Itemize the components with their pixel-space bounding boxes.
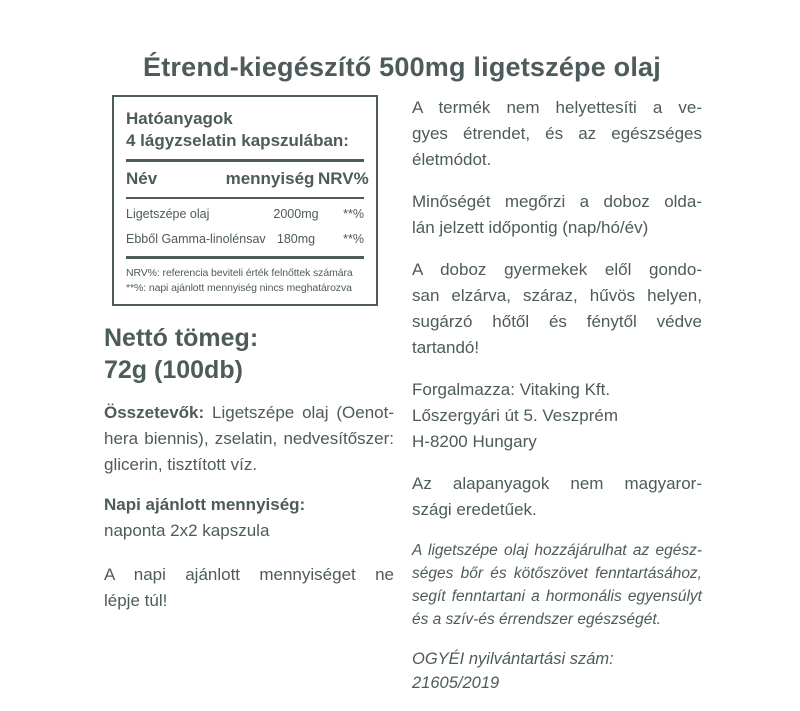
distributor-address-block	[412, 377, 702, 455]
text-line: és a szív-és érrendszer egészségét.	[412, 611, 661, 628]
text-line: lépje túl!	[104, 591, 168, 610]
ingredients-text-line3: glicerin, tisztított víz.	[104, 455, 258, 474]
registration-number: OGYÉI nyilvántartási szám: 21605/2019	[412, 650, 614, 692]
column-header-amount: mennyiség	[225, 169, 315, 188]
column-header-nrv: NRV%	[318, 169, 369, 188]
best-before-paragraph	[412, 189, 702, 241]
facts-table-header-row	[126, 162, 369, 197]
facts-footnotes	[126, 259, 364, 296]
ingredient-nrv: **%	[343, 207, 364, 221]
health-claims-paragraph	[412, 539, 702, 631]
facts-table-body	[126, 199, 364, 256]
ingredients-text-line1: Ligetszépe olaj (Oenot-	[204, 403, 394, 422]
text-line: Lőszergyári út 5. Veszprém	[412, 406, 618, 425]
dose-warning-paragraph	[104, 562, 394, 614]
text-line: NRV%: referencia beviteli érték felnőttek számára	[126, 267, 353, 279]
ingredients-label: Összetevők:	[104, 403, 205, 422]
ingredients-text-line2: hera biennis), zselatin, nedvesítőszer:	[104, 429, 394, 448]
text-line: **%: napi ajánlott mennyiség nincs meghatározva	[126, 282, 352, 294]
text-line: szági eredetűek.	[412, 500, 537, 519]
net-weight-label: Nettó tömeg:	[104, 324, 259, 352]
varied-diet-paragraph	[412, 95, 702, 173]
left-column	[102, 95, 394, 711]
right-column	[412, 95, 702, 711]
text-line: Az alapanyagok nem magyaror-	[412, 474, 702, 493]
origin-paragraph	[412, 471, 702, 523]
text-line: H-8200 Hungary	[412, 432, 537, 451]
text-line: segít fenntartani a hormonális egyensúlyt	[412, 588, 702, 605]
daily-dose-label: Napi ajánlott mennyiség:	[104, 495, 306, 514]
text-line: gyes étrendet, és az egészséges	[412, 124, 702, 143]
facts-header-line2: 4 lágyzselatin kapszulában:	[126, 131, 349, 150]
text-line: A termék nem helyettesíti a ve-	[412, 98, 702, 117]
daily-dose-block	[104, 492, 394, 544]
facts-header-line1: Hatóanyagok	[126, 109, 233, 128]
text-line: életmódot.	[412, 150, 492, 169]
ingredient-amount: 2000mg	[273, 207, 319, 221]
text-line: Forgalmazza: Vitaking Kft.	[412, 380, 611, 399]
two-column-layout	[102, 95, 702, 711]
ingredients-paragraph	[104, 400, 394, 478]
net-weight-value: 72g (100db)	[104, 356, 243, 384]
text-line: séges bőr és kötőszövet fenntartásához,	[412, 565, 702, 582]
daily-dose-value: naponta 2x2 kapszula	[104, 521, 270, 540]
text-line: A ligetszépe olaj hozzájárulhat az egész-	[412, 542, 702, 559]
text-line: A napi ajánlott mennyiséget ne	[104, 565, 394, 584]
ingredient-name: Ebből Gamma-linolénsav	[126, 232, 266, 246]
text-line: sugárzó hőtől és fénytől védve	[412, 312, 702, 331]
text-line: Minőségét megőrzi a doboz olda-	[412, 192, 702, 211]
ingredient-name: Ligetszépe olaj	[126, 207, 210, 221]
table-row	[126, 199, 364, 224]
supplement-facts-box	[112, 95, 378, 306]
column-header-name: Név	[126, 169, 158, 188]
text-line: lán jelzett időpontig (nap/hó/év)	[412, 218, 649, 237]
storage-paragraph	[412, 257, 702, 361]
text-line: A doboz gyermekek elől gondo-	[412, 260, 702, 279]
page-title: Étrend-kiegészítő 500mg ligetszépe olaj	[143, 52, 661, 82]
text-line: san elzárva, száraz, hűvös helyen,	[412, 286, 702, 305]
ingredient-nrv: **%	[343, 232, 364, 246]
table-row	[126, 224, 364, 249]
net-weight-block	[104, 322, 394, 386]
facts-box-header	[126, 105, 364, 159]
text-line: tartandó!	[412, 338, 480, 357]
ingredient-amount: 180mg	[276, 232, 316, 246]
